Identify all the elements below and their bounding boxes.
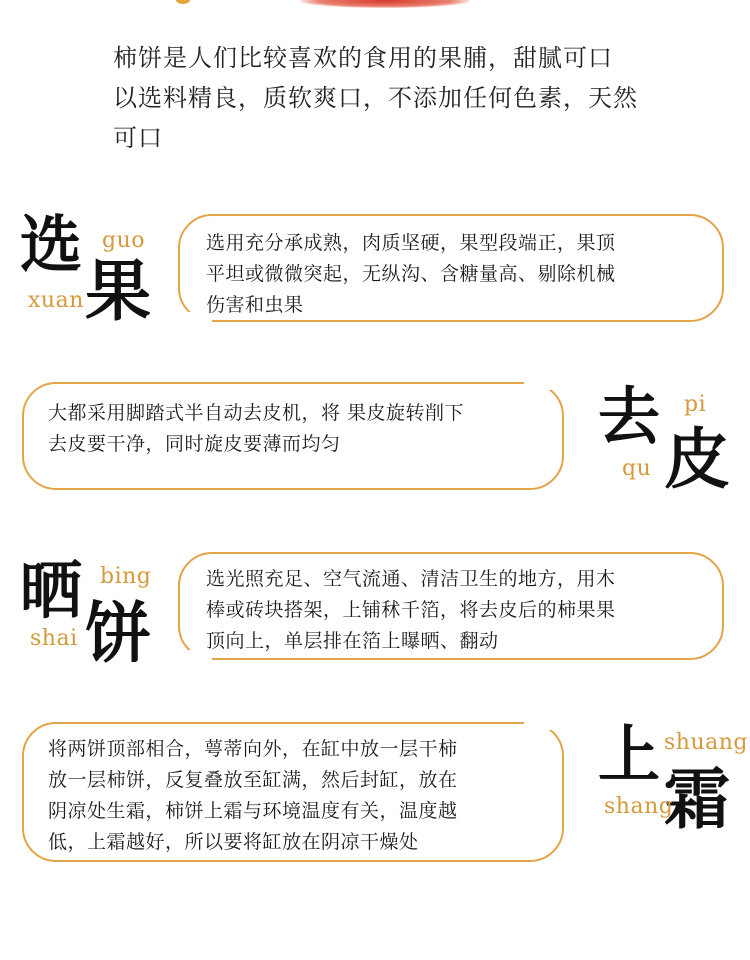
step-pinyin: qu <box>622 456 652 481</box>
step-description-line: 选光照充足、空气流通、清洁卫生的地方，用木 <box>206 568 616 590</box>
step-description-line: 选用充分承成熟，肉质坚硬，果型段端正，果顶 <box>206 232 616 254</box>
top-decoration-dot <box>176 0 190 4</box>
step-title-char: 去 <box>598 380 661 453</box>
step-description-line: 伤害和虫果 <box>206 294 304 316</box>
step-description-line: 棒或砖块搭架，上铺秫千箔，将去皮后的柿果果 <box>206 599 616 621</box>
step-pinyin: xuan <box>28 288 84 313</box>
step-description-line: 将两饼顶部相合，萼蒂向外，在缸中放一层干柿 <box>48 738 458 760</box>
step-pinyin: pi <box>684 392 707 417</box>
intro-paragraph <box>113 38 693 158</box>
step-description-line: 平坦或微微突起，无纵沟、含糖量高、剔除机械 <box>206 263 616 285</box>
step-pinyin: shang <box>604 794 674 819</box>
step-title-char: 果 <box>85 252 151 330</box>
intro-line: 以选料精良，质软爽口，不添加任何色素，天然 <box>113 84 638 112</box>
step-pinyin: shai <box>30 626 78 651</box>
box-border-gap <box>524 380 552 390</box>
step-title-char: 选 <box>20 208 83 281</box>
step-description-line: 去皮要干净，同时旋皮要薄而均匀 <box>48 433 341 455</box>
step-description-line: 放一层柿饼，反复叠放至缸满，然后封缸，放在 <box>48 769 458 791</box>
step-description <box>48 734 558 858</box>
step-title-char: 饼 <box>85 594 151 672</box>
step-pinyin: shuang <box>664 730 748 755</box>
step-description <box>206 228 716 321</box>
step-title-char: 霜 <box>664 760 730 838</box>
step-title-char: 晒 <box>20 554 83 627</box>
step-title-char: 皮 <box>664 420 730 498</box>
step-title-char: 上 <box>598 718 661 791</box>
box-border-gap <box>524 720 552 730</box>
top-decoration-brushstroke <box>300 0 470 8</box>
step-description <box>206 564 716 657</box>
step-description <box>48 398 558 460</box>
step-description-line: 大都采用脚踏式半自动去皮机，将 果皮旋转削下 <box>48 402 465 424</box>
step-description-line: 顶向上，单层排在箔上曝晒、翻动 <box>206 630 499 652</box>
intro-line: 柿饼是人们比较喜欢的食用的果脯，甜腻可口 <box>113 44 613 72</box>
step-description-line: 低，上霜越好，所以要将缸放在阴凉干燥处 <box>48 831 419 853</box>
step-description-line: 阴凉处生霜，柿饼上霜与环境温度有关，温度越 <box>48 800 458 822</box>
step-pinyin: guo <box>102 228 145 253</box>
intro-line: 可口 <box>113 124 163 152</box>
step-pinyin: bing <box>100 564 152 589</box>
